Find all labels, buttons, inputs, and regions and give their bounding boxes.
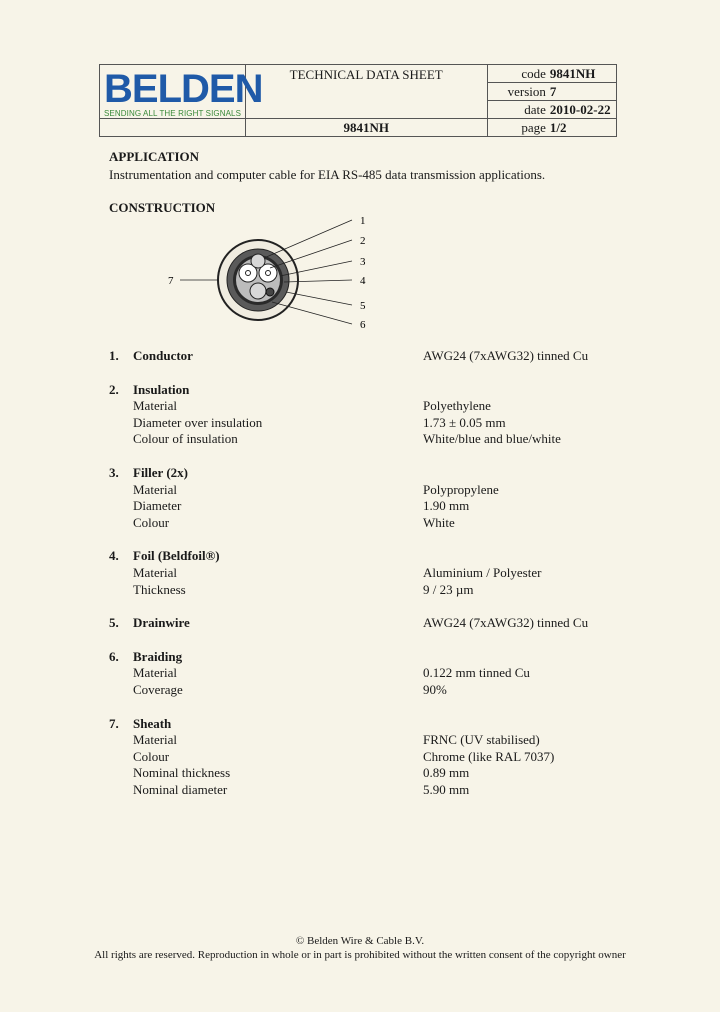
spec-row bbox=[109, 782, 629, 799]
spec-title-value bbox=[423, 465, 629, 482]
version-label: version bbox=[487, 83, 548, 101]
version-value: 7 bbox=[548, 83, 617, 101]
callout-7: 7 bbox=[168, 275, 174, 287]
spec-heading-row bbox=[109, 649, 629, 666]
spec-heading-row bbox=[109, 382, 629, 399]
spec-label: Material bbox=[133, 732, 178, 748]
spec-number: 2. bbox=[109, 381, 119, 397]
application-title: APPLICATION bbox=[109, 149, 200, 164]
footer-copyright: © Belden Wire & Cable B.V. bbox=[295, 935, 425, 947]
spec-value: Chrome (like RAL 7037) bbox=[423, 748, 555, 764]
spec-value: 0.122 mm tinned Cu bbox=[423, 665, 530, 681]
spec-group bbox=[109, 548, 629, 598]
spec-label: Material bbox=[133, 481, 178, 497]
spec-title-value: AWG24 (7xAWG32) tinned Cu bbox=[423, 348, 589, 363]
brand-tagline: SENDING ALL THE RIGHT SIGNALS bbox=[104, 109, 242, 118]
spec-value: Polypropylene bbox=[423, 481, 499, 497]
spec-label: Material bbox=[133, 398, 178, 414]
date-value: 2010-02-22 bbox=[548, 101, 617, 119]
filler-2 bbox=[250, 283, 266, 299]
leader-1 bbox=[264, 220, 352, 258]
spec-heading-row bbox=[109, 548, 629, 565]
callout-2: 2 bbox=[360, 235, 366, 247]
spec-group bbox=[109, 649, 629, 699]
spec-title-value bbox=[423, 548, 629, 565]
spec-value: 0.89 mm bbox=[423, 765, 470, 781]
code-label: code bbox=[487, 65, 548, 83]
spec-value: Aluminium / Polyester bbox=[423, 564, 542, 580]
spec-number: 7. bbox=[109, 715, 119, 731]
spec-value: FRNC (UV stabilised) bbox=[423, 732, 540, 748]
spec-group bbox=[109, 716, 629, 799]
spec-row bbox=[109, 482, 629, 499]
spec-title: Drainwire bbox=[133, 615, 190, 631]
spec-label: Material bbox=[133, 665, 178, 681]
header-table bbox=[99, 64, 617, 137]
spec-row bbox=[109, 582, 629, 599]
spec-heading-row bbox=[109, 465, 629, 482]
spec-number: 4. bbox=[109, 548, 119, 564]
spec-title: Braiding bbox=[133, 648, 183, 664]
spec-number: 5. bbox=[109, 615, 119, 631]
spec-row bbox=[109, 749, 629, 766]
logo bbox=[100, 65, 263, 119]
spec-row bbox=[109, 515, 629, 532]
date-label: date bbox=[487, 101, 548, 119]
spec-title: Filler (2x) bbox=[133, 464, 188, 480]
drainwire bbox=[266, 288, 274, 296]
spec-value: Polyethylene bbox=[423, 398, 491, 414]
spec-row bbox=[109, 565, 629, 582]
spec-label: Nominal thickness bbox=[133, 765, 231, 781]
product-code: 9841NH bbox=[245, 119, 487, 137]
filler-1 bbox=[251, 254, 265, 268]
spec-row bbox=[109, 398, 629, 415]
spec-group bbox=[109, 382, 629, 448]
spec-row bbox=[109, 665, 629, 682]
spec-title-value bbox=[423, 649, 629, 666]
spec-title-value: AWG24 (7xAWG32) tinned Cu bbox=[423, 615, 589, 631]
spec-title-value bbox=[423, 382, 629, 399]
spec-heading-row bbox=[109, 716, 629, 733]
doc-title: TECHNICAL DATA SHEET bbox=[245, 65, 487, 119]
spec-number: 3. bbox=[109, 464, 119, 480]
spec-label: Diameter bbox=[133, 498, 182, 514]
spec-label: Colour bbox=[133, 514, 170, 530]
spec-row bbox=[109, 498, 629, 515]
spec-label: Thickness bbox=[133, 581, 186, 597]
callout-3: 3 bbox=[360, 256, 366, 268]
spec-label: Colour of insulation bbox=[133, 431, 238, 447]
construction-title: CONSTRUCTION bbox=[109, 200, 216, 215]
spec-title: Sheath bbox=[133, 715, 172, 731]
spec-label: Coverage bbox=[133, 681, 183, 697]
blank-cell bbox=[100, 119, 246, 137]
spec-value: White/blue and blue/white bbox=[423, 431, 561, 447]
spec-group bbox=[109, 615, 629, 632]
spec-row bbox=[109, 682, 629, 699]
spec-value: White bbox=[423, 514, 455, 530]
spec-row bbox=[109, 765, 629, 782]
spec-row bbox=[109, 415, 629, 432]
code-value: 9841NH bbox=[548, 65, 617, 83]
spec-label: Diameter over insulation bbox=[133, 414, 263, 430]
spec-number: 1. bbox=[109, 348, 119, 363]
callout-5: 5 bbox=[360, 300, 366, 312]
specification-list bbox=[109, 348, 629, 815]
spec-value: 5.90 mm bbox=[423, 781, 470, 797]
spec-group bbox=[109, 465, 629, 531]
spec-value: 9 / 23 µm bbox=[423, 581, 474, 597]
spec-number: 6. bbox=[109, 648, 119, 664]
spec-value: 1.90 mm bbox=[423, 498, 470, 514]
spec-value: 1.73 ± 0.05 mm bbox=[423, 414, 506, 430]
spec-label: Colour bbox=[133, 748, 170, 764]
page-label: page bbox=[487, 119, 548, 137]
application-text: Instrumentation and computer cable for EIA RS-485 data transmission applications. bbox=[109, 167, 546, 182]
spec-title: Conductor bbox=[133, 348, 193, 363]
callout-4: 4 bbox=[360, 275, 366, 287]
spec-title: Foil (Beldfoil®) bbox=[133, 548, 220, 564]
spec-group bbox=[109, 348, 629, 365]
spec-heading-row bbox=[109, 348, 629, 365]
callout-1: 1 bbox=[360, 215, 366, 227]
spec-heading-row bbox=[109, 615, 629, 632]
leader-5 bbox=[286, 292, 352, 305]
spec-row bbox=[109, 732, 629, 749]
spec-title: Insulation bbox=[133, 381, 190, 397]
spec-value: 90% bbox=[423, 681, 447, 697]
spec-label: Nominal diameter bbox=[133, 781, 228, 797]
footer-rights: All rights are reserved. Reproduction in whole or in part is prohibited without the written consent of the copyright owner bbox=[94, 949, 626, 961]
spec-row bbox=[109, 431, 629, 448]
callout-6: 6 bbox=[360, 319, 366, 331]
leader-6 bbox=[272, 302, 352, 324]
page-value: 1/2 bbox=[548, 119, 617, 137]
spec-label: Material bbox=[133, 564, 178, 580]
brand-logo: BELDEN bbox=[104, 67, 263, 111]
spec-title-value bbox=[423, 716, 629, 733]
cable-cross-section bbox=[160, 210, 380, 335]
